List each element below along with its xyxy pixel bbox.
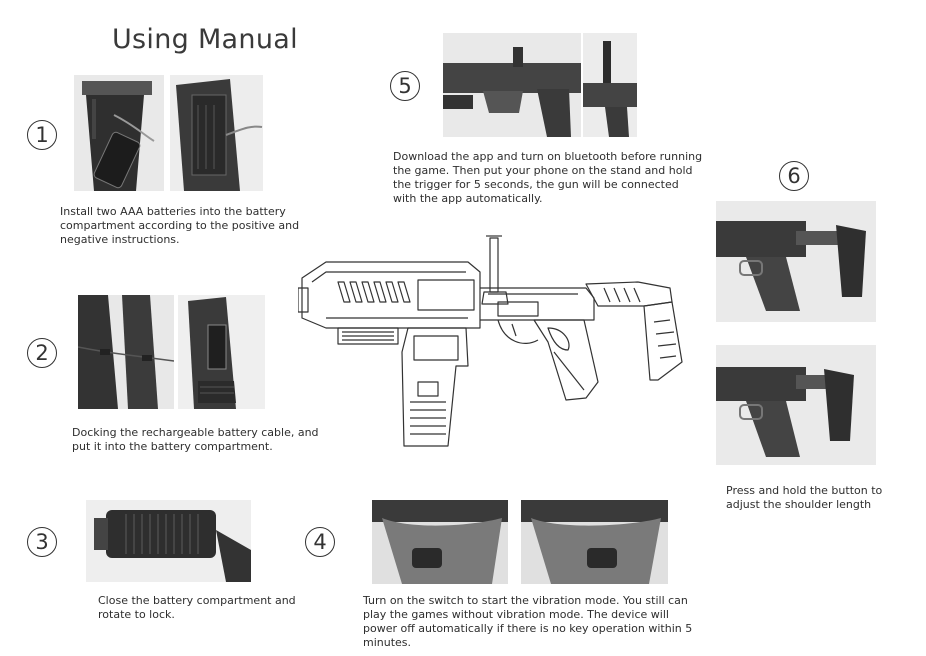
page-title: Using Manual — [112, 24, 298, 55]
step-5-photo-phone-stand — [583, 33, 637, 137]
step-4-photo-switch-on — [521, 500, 668, 584]
step-1-photo-battery-holder — [74, 75, 164, 191]
gun-line-drawing — [298, 232, 694, 448]
step-5-number: 5 — [390, 71, 420, 101]
step-3-number: 3 — [27, 527, 57, 557]
step-3-caption: Close the battery compartment and rotate to lock. — [98, 594, 296, 621]
step-6-caption: Press and hold the button to adjust the shoulder length — [726, 484, 883, 511]
step-4-photo-switch-off — [372, 500, 508, 584]
step-2-photo-cable — [78, 295, 174, 409]
step-4-number: 4 — [305, 527, 335, 557]
step-6-photo-stock-extended — [716, 201, 876, 322]
step-5-photo-gun — [443, 33, 581, 137]
step-2-photo-insert — [178, 295, 265, 409]
step-3-photo-lock — [86, 500, 251, 582]
step-5-caption: Download the app and turn on bluetooth before running the game. Then put your phone on the stand and hold the trigger for 5 seconds, the gun will be connected with the app automatically. — [393, 150, 703, 205]
step-1-caption: Install two AAA batteries into the battery compartment according to the positive and negative instructions. — [60, 205, 300, 246]
step-1-number: 1 — [27, 120, 57, 150]
step-2-number: 2 — [27, 338, 57, 368]
step-6-photo-stock-retracted — [716, 345, 876, 465]
step-6-number: 6 — [779, 161, 809, 191]
step-2-caption: Docking the rechargeable battery cable, and put it into the battery compartment. — [72, 426, 319, 453]
step-4-caption: Turn on the switch to start the vibration mode. You still can play the games without vibration mode. The device will power off automatically if there is no key operation within 5 minutes. — [363, 594, 693, 649]
step-1-photo-compartment — [170, 75, 263, 191]
